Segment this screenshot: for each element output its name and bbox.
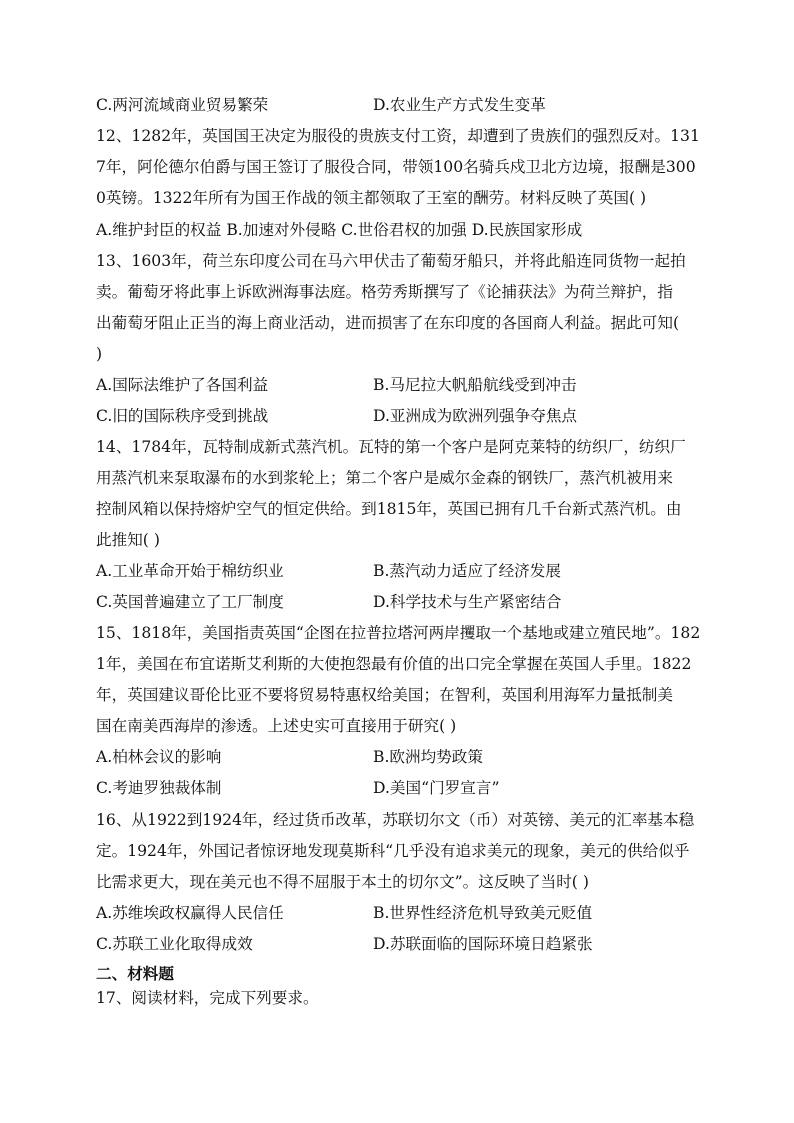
q17-stem: 17、阅读材料，完成下列要求。 bbox=[96, 989, 319, 1007]
q14-stem-line-4: 此推知( ) bbox=[96, 531, 160, 549]
q13-option-d: D.亚洲成为欧洲列强争夺焦点 bbox=[373, 407, 578, 425]
q15-stem-line-1: 15、1818年，美国指责英国“企图在拉普拉塔河两岸攫取一个基地或建立殖民地”。182 bbox=[96, 624, 701, 642]
q15-option-c: C.考迪罗独裁体制 bbox=[96, 779, 222, 797]
q14-option-b: B.蒸汽动力适应了经济发展 bbox=[373, 562, 561, 580]
q14-option-a: A.工业革命开始于棉纺织业 bbox=[96, 562, 284, 580]
q14-stem-line-2: 用蒸汽机来泵取瀑布的水到浆轮上；第二个客户是威尔金森的钢铁厂，蒸汽机被用来 bbox=[96, 469, 673, 487]
q15-stem-line-2: 1年，美国在布宜诺斯艾利斯的大使抱怨最有价值的出口完全掌握在英国人手里。1822 bbox=[96, 655, 692, 673]
q12-stem-line-2: 7年，阿伦德尔伯爵与国王签订了服役合同，带领100名骑兵戍卫北方边境，报酬是300 bbox=[96, 158, 696, 176]
q14-option-d: D.科学技术与生产紧密结合 bbox=[373, 593, 562, 611]
q11-option-d: D.农业生产方式发生变革 bbox=[373, 96, 546, 114]
q16-option-c: C.苏联工业化取得成效 bbox=[96, 935, 253, 953]
q15-option-b: B.欧洲均势政策 bbox=[373, 748, 483, 766]
q14-stem-line-1: 14、1784年，瓦特制成新式蒸汽机。瓦特的第一个客户是阿克莱特的纺织厂，纺织厂 bbox=[96, 438, 686, 456]
q15-stem-line-3: 年，英国建议哥伦比亚不要将贸易特惠权给美国；在智利，英国利用海军力量抵制美 bbox=[96, 686, 673, 704]
q13-stem-line-4: ) bbox=[96, 345, 103, 363]
q14-option-c: C.英国普遍建立了工厂制度 bbox=[96, 593, 284, 611]
q12-stem-line-1: 12、1282年，英国国王决定为服役的贵族支付工资，却遭到了贵族们的强烈反对。131 bbox=[96, 127, 700, 145]
q16-stem-line-3: 比需求更大，现在美元也不得不屈服于本土的切尔文”。这反映了当时( ) bbox=[96, 873, 589, 891]
q13-option-a: A.国际法维护了各国利益 bbox=[96, 376, 269, 394]
q13-stem-line-2: 卖。葡萄牙将此事上诉欧洲海事法庭。格劳秀斯撰写了《论捕获法》为荷兰辩护，指 bbox=[96, 283, 673, 301]
q13-stem-line-3: 出葡萄牙阻止正当的海上商业活动，进而损害了在东印度的各国商人利益。据此可知( bbox=[96, 314, 680, 332]
q15-stem-line-4: 国在南美西海岸的渗透。上述史实可直接用于研究( ) bbox=[96, 717, 457, 735]
q16-stem-line-2: 定。1924年，外国记者惊讶地发现莫斯科“几乎没有追求美元的现象，美元的供给似乎 bbox=[96, 842, 690, 860]
q16-option-a: A.苏维埃政权赢得人民信任 bbox=[96, 904, 284, 922]
q14-stem-line-3: 控制风箱以保持熔炉空气的恒定供给。到1815年，英国已拥有几千台新式蒸汽机。由 bbox=[96, 500, 682, 518]
q16-stem-line-1: 16、从1922到1924年，经过货币改革，苏联切尔文（币）对英镑、美元的汇率基本稳 bbox=[96, 811, 695, 829]
q12-options: A.维护封臣的权益 B.加速对外侵略 C.世俗君权的加强 D.民族国家形成 bbox=[96, 221, 583, 239]
q13-stem-line-1: 13、1603年，荷兰东印度公司在马六甲伏击了葡萄牙船只，并将此船连同货物一起拍 bbox=[96, 252, 686, 270]
q11-option-c: C.两河流域商业贸易繁荣 bbox=[96, 96, 269, 114]
q15-option-a: A.柏林会议的影响 bbox=[96, 748, 222, 766]
q15-option-d: D.美国“门罗宣言” bbox=[373, 779, 500, 797]
section-heading: 二、材料题 bbox=[96, 965, 174, 983]
q16-option-b: B.世界性经济危机导致美元贬值 bbox=[373, 904, 593, 922]
q13-option-b: B.马尼拉大帆船航线受到冲击 bbox=[373, 376, 577, 394]
q12-stem-line-3: 0英镑。1322年所有为国王作战的领主都领取了王室的酬劳。材料反映了英国( ) bbox=[96, 189, 647, 207]
q13-option-c: C.旧的国际秩序受到挑战 bbox=[96, 407, 269, 425]
q16-option-d: D.苏联面临的国际环境日趋紧张 bbox=[373, 935, 593, 953]
